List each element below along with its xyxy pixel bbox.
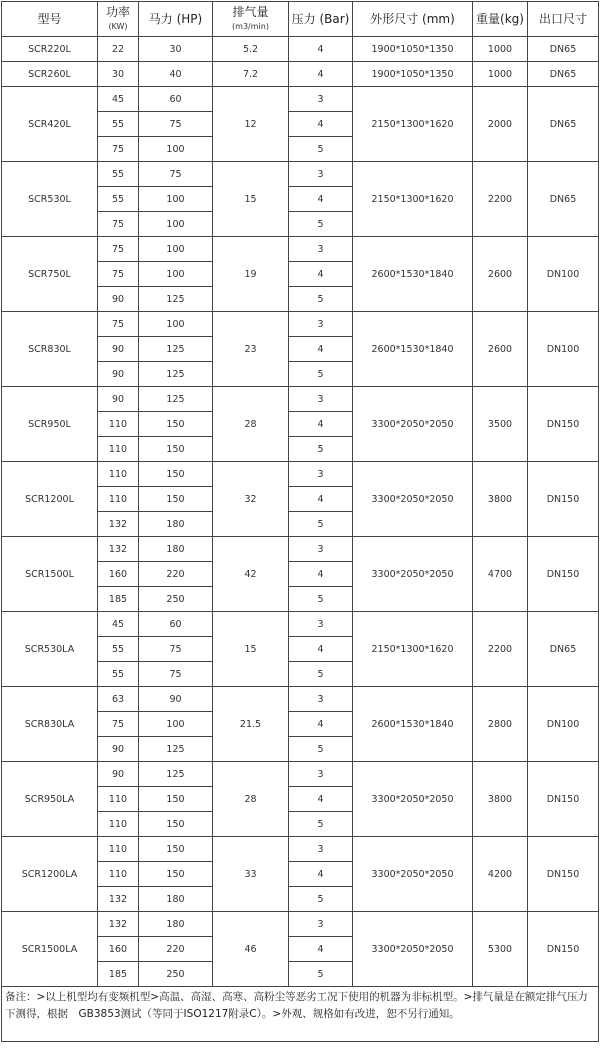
airflow-cell: 21.5: [213, 687, 289, 762]
outlet-cell: DN65: [528, 62, 599, 87]
dimensions-cell: 1900*1050*1350: [353, 62, 473, 87]
power-cell: 75: [98, 262, 139, 287]
dimensions-cell: 3300*2050*2050: [353, 762, 473, 837]
header-power-label: 功率: [105, 4, 130, 19]
dimensions-cell: 2150*1300*1620: [353, 162, 473, 237]
weight-cell: 2800: [473, 687, 528, 762]
horsepower-cell: 125: [139, 337, 213, 362]
horsepower-cell: 75: [139, 162, 213, 187]
power-cell: 110: [98, 787, 139, 812]
weight-cell: 3800: [473, 762, 528, 837]
dimensions-cell: 3300*2050*2050: [353, 387, 473, 462]
airflow-cell: 28: [213, 762, 289, 837]
horsepower-cell: 150: [139, 862, 213, 887]
model-cell: SCR1200L: [2, 462, 98, 537]
airflow-cell: 12: [213, 87, 289, 162]
weight-cell: 2200: [473, 612, 528, 687]
horsepower-cell: 150: [139, 812, 213, 837]
pressure-cell: 3: [289, 462, 353, 487]
horsepower-cell: 125: [139, 287, 213, 312]
horsepower-cell: 90: [139, 687, 213, 712]
pressure-cell: 5: [289, 737, 353, 762]
pressure-cell: 5: [289, 887, 353, 912]
pressure-cell: 3: [289, 537, 353, 562]
power-cell: 132: [98, 887, 139, 912]
power-cell: 110: [98, 837, 139, 862]
table-row: [2, 762, 599, 787]
pressure-cell: 3: [289, 87, 353, 112]
horsepower-cell: 125: [139, 362, 213, 387]
horsepower-cell: 150: [139, 437, 213, 462]
model-cell: SCR530LA: [2, 612, 98, 687]
table-row: [2, 912, 599, 937]
pressure-cell: 3: [289, 912, 353, 937]
weight-cell: 2600: [473, 237, 528, 312]
header-airflow: [213, 2, 289, 37]
power-cell: 22: [98, 37, 139, 62]
power-cell: 110: [98, 462, 139, 487]
power-cell: 75: [98, 312, 139, 337]
dimensions-cell: 3300*2050*2050: [353, 537, 473, 612]
model-cell: SCR1200LA: [2, 837, 98, 912]
header-model: 型号: [2, 2, 98, 37]
power-cell: 63: [98, 687, 139, 712]
horsepower-cell: 100: [139, 137, 213, 162]
table-row: [2, 837, 599, 862]
pressure-cell: 3: [289, 387, 353, 412]
table-row: [2, 687, 599, 712]
airflow-cell: 7.2: [213, 62, 289, 87]
pressure-cell: 4: [289, 712, 353, 737]
header-outlet: 出口尺寸: [528, 2, 599, 37]
weight-cell: 3800: [473, 462, 528, 537]
power-cell: 110: [98, 412, 139, 437]
power-cell: 110: [98, 862, 139, 887]
dimensions-cell: 2600*1530*1840: [353, 687, 473, 762]
table-row: [2, 462, 599, 487]
outlet-cell: DN100: [528, 312, 599, 387]
airflow-cell: 15: [213, 162, 289, 237]
power-cell: 160: [98, 937, 139, 962]
power-cell: 45: [98, 87, 139, 112]
dimensions-cell: 1900*1050*1350: [353, 37, 473, 62]
horsepower-cell: 150: [139, 787, 213, 812]
power-cell: 90: [98, 387, 139, 412]
pressure-cell: 4: [289, 637, 353, 662]
header-power-unit: (KW): [108, 21, 128, 31]
horsepower-cell: 180: [139, 512, 213, 537]
outlet-cell: DN65: [528, 162, 599, 237]
power-cell: 90: [98, 337, 139, 362]
pressure-cell: 4: [289, 562, 353, 587]
pressure-cell: 3: [289, 762, 353, 787]
horsepower-cell: 100: [139, 237, 213, 262]
table-row: [2, 37, 599, 62]
airflow-cell: 28: [213, 387, 289, 462]
model-cell: SCR950L: [2, 387, 98, 462]
pressure-cell: 5: [289, 137, 353, 162]
pressure-cell: 3: [289, 612, 353, 637]
horsepower-cell: 180: [139, 887, 213, 912]
weight-cell: 2200: [473, 162, 528, 237]
spec-table: [1, 1, 599, 1042]
airflow-cell: 32: [213, 462, 289, 537]
power-cell: 110: [98, 487, 139, 512]
weight-cell: 1000: [473, 62, 528, 87]
note-text: 备注：>以上机型均有变频机型>高温、高湿、高寒、高粉尘等恶劣工况下使用的机器为非标机型。>排气量是在额定排气压力下测得，根据 GB3853测试（等同于ISO1217附录C）。>外观、规格如有改进，恕不另行通知。: [2, 987, 599, 1042]
pressure-cell: 4: [289, 787, 353, 812]
header-horsepower: 马力 (HP): [139, 2, 213, 37]
dimensions-cell: 3300*2050*2050: [353, 837, 473, 912]
note-row: [2, 987, 599, 1042]
horsepower-cell: 100: [139, 187, 213, 212]
horsepower-cell: 100: [139, 712, 213, 737]
outlet-cell: DN65: [528, 37, 599, 62]
model-cell: SCR1500L: [2, 537, 98, 612]
power-cell: 75: [98, 712, 139, 737]
power-cell: 110: [98, 437, 139, 462]
pressure-cell: 3: [289, 312, 353, 337]
pressure-cell: 4: [289, 412, 353, 437]
weight-cell: 2600: [473, 312, 528, 387]
horsepower-cell: 75: [139, 662, 213, 687]
power-cell: 45: [98, 612, 139, 637]
table-row: [2, 62, 599, 87]
pressure-cell: 4: [289, 262, 353, 287]
power-cell: 55: [98, 162, 139, 187]
outlet-cell: DN150: [528, 537, 599, 612]
horsepower-cell: 150: [139, 487, 213, 512]
power-cell: 75: [98, 212, 139, 237]
table-row: [2, 87, 599, 112]
power-cell: 30: [98, 62, 139, 87]
power-cell: 90: [98, 737, 139, 762]
horsepower-cell: 180: [139, 912, 213, 937]
power-cell: 132: [98, 912, 139, 937]
pressure-cell: 4: [289, 62, 353, 87]
horsepower-cell: 75: [139, 112, 213, 137]
airflow-cell: 5.2: [213, 37, 289, 62]
pressure-cell: 3: [289, 837, 353, 862]
pressure-cell: 5: [289, 962, 353, 987]
pressure-cell: 4: [289, 37, 353, 62]
horsepower-cell: 40: [139, 62, 213, 87]
horsepower-cell: 150: [139, 462, 213, 487]
pressure-cell: 3: [289, 687, 353, 712]
outlet-cell: DN65: [528, 87, 599, 162]
model-cell: SCR420L: [2, 87, 98, 162]
header-power: [98, 2, 139, 37]
weight-cell: 4200: [473, 837, 528, 912]
horsepower-cell: 100: [139, 212, 213, 237]
horsepower-cell: 150: [139, 412, 213, 437]
horsepower-cell: 30: [139, 37, 213, 62]
header-airflow-unit: (m3/min): [232, 21, 269, 31]
table-row: [2, 237, 599, 262]
horsepower-cell: 125: [139, 387, 213, 412]
horsepower-cell: 180: [139, 537, 213, 562]
pressure-cell: 5: [289, 212, 353, 237]
model-cell: SCR260L: [2, 62, 98, 87]
airflow-cell: 19: [213, 237, 289, 312]
outlet-cell: DN150: [528, 762, 599, 837]
model-cell: SCR1500LA: [2, 912, 98, 987]
dimensions-cell: 3300*2050*2050: [353, 912, 473, 987]
power-cell: 90: [98, 762, 139, 787]
dimensions-cell: 2150*1300*1620: [353, 87, 473, 162]
weight-cell: 3500: [473, 387, 528, 462]
horsepower-cell: 75: [139, 637, 213, 662]
horsepower-cell: 100: [139, 312, 213, 337]
horsepower-cell: 60: [139, 612, 213, 637]
model-cell: SCR750L: [2, 237, 98, 312]
horsepower-cell: 100: [139, 262, 213, 287]
header-row: [2, 2, 599, 37]
weight-cell: 4700: [473, 537, 528, 612]
table-row: [2, 312, 599, 337]
power-cell: 75: [98, 137, 139, 162]
outlet-cell: DN150: [528, 912, 599, 987]
pressure-cell: 5: [289, 812, 353, 837]
table-row: [2, 162, 599, 187]
pressure-cell: 5: [289, 512, 353, 537]
horsepower-cell: 125: [139, 762, 213, 787]
pressure-cell: 3: [289, 162, 353, 187]
pressure-cell: 5: [289, 437, 353, 462]
power-cell: 55: [98, 662, 139, 687]
power-cell: 55: [98, 187, 139, 212]
model-cell: SCR530L: [2, 162, 98, 237]
power-cell: 160: [98, 562, 139, 587]
power-cell: 185: [98, 587, 139, 612]
outlet-cell: DN150: [528, 837, 599, 912]
dimensions-cell: 3300*2050*2050: [353, 462, 473, 537]
weight-cell: 2000: [473, 87, 528, 162]
horsepower-cell: 220: [139, 937, 213, 962]
pressure-cell: 4: [289, 487, 353, 512]
dimensions-cell: 2600*1530*1840: [353, 312, 473, 387]
outlet-cell: DN150: [528, 387, 599, 462]
power-cell: 110: [98, 812, 139, 837]
horsepower-cell: 60: [139, 87, 213, 112]
model-cell: SCR220L: [2, 37, 98, 62]
power-cell: 132: [98, 537, 139, 562]
pressure-cell: 4: [289, 187, 353, 212]
table-row: [2, 612, 599, 637]
outlet-cell: DN100: [528, 237, 599, 312]
airflow-cell: 42: [213, 537, 289, 612]
model-cell: SCR830LA: [2, 687, 98, 762]
power-cell: 185: [98, 962, 139, 987]
pressure-cell: 4: [289, 937, 353, 962]
pressure-cell: 5: [289, 287, 353, 312]
pressure-cell: 5: [289, 362, 353, 387]
pressure-cell: 5: [289, 662, 353, 687]
airflow-cell: 15: [213, 612, 289, 687]
pressure-cell: 4: [289, 862, 353, 887]
outlet-cell: DN100: [528, 687, 599, 762]
power-cell: 132: [98, 512, 139, 537]
weight-cell: 5300: [473, 912, 528, 987]
power-cell: 90: [98, 362, 139, 387]
outlet-cell: DN65: [528, 612, 599, 687]
horsepower-cell: 125: [139, 737, 213, 762]
power-cell: 90: [98, 287, 139, 312]
outlet-cell: DN150: [528, 462, 599, 537]
airflow-cell: 46: [213, 912, 289, 987]
power-cell: 75: [98, 237, 139, 262]
table-row: [2, 387, 599, 412]
power-cell: 55: [98, 112, 139, 137]
header-airflow-label: 排气量: [232, 4, 269, 19]
table-row: [2, 537, 599, 562]
weight-cell: 1000: [473, 37, 528, 62]
header-dimensions: 外形尺寸 (mm): [353, 2, 473, 37]
horsepower-cell: 250: [139, 962, 213, 987]
pressure-cell: 4: [289, 337, 353, 362]
horsepower-cell: 150: [139, 837, 213, 862]
horsepower-cell: 250: [139, 587, 213, 612]
power-cell: 55: [98, 637, 139, 662]
model-cell: SCR950LA: [2, 762, 98, 837]
header-pressure: 压力 (Bar): [289, 2, 353, 37]
airflow-cell: 33: [213, 837, 289, 912]
horsepower-cell: 220: [139, 562, 213, 587]
airflow-cell: 23: [213, 312, 289, 387]
model-cell: SCR830L: [2, 312, 98, 387]
pressure-cell: 3: [289, 237, 353, 262]
spec-body: [2, 37, 599, 987]
pressure-cell: 5: [289, 587, 353, 612]
dimensions-cell: 2600*1530*1840: [353, 237, 473, 312]
dimensions-cell: 2150*1300*1620: [353, 612, 473, 687]
pressure-cell: 4: [289, 112, 353, 137]
header-weight: 重量(kg): [473, 2, 528, 37]
